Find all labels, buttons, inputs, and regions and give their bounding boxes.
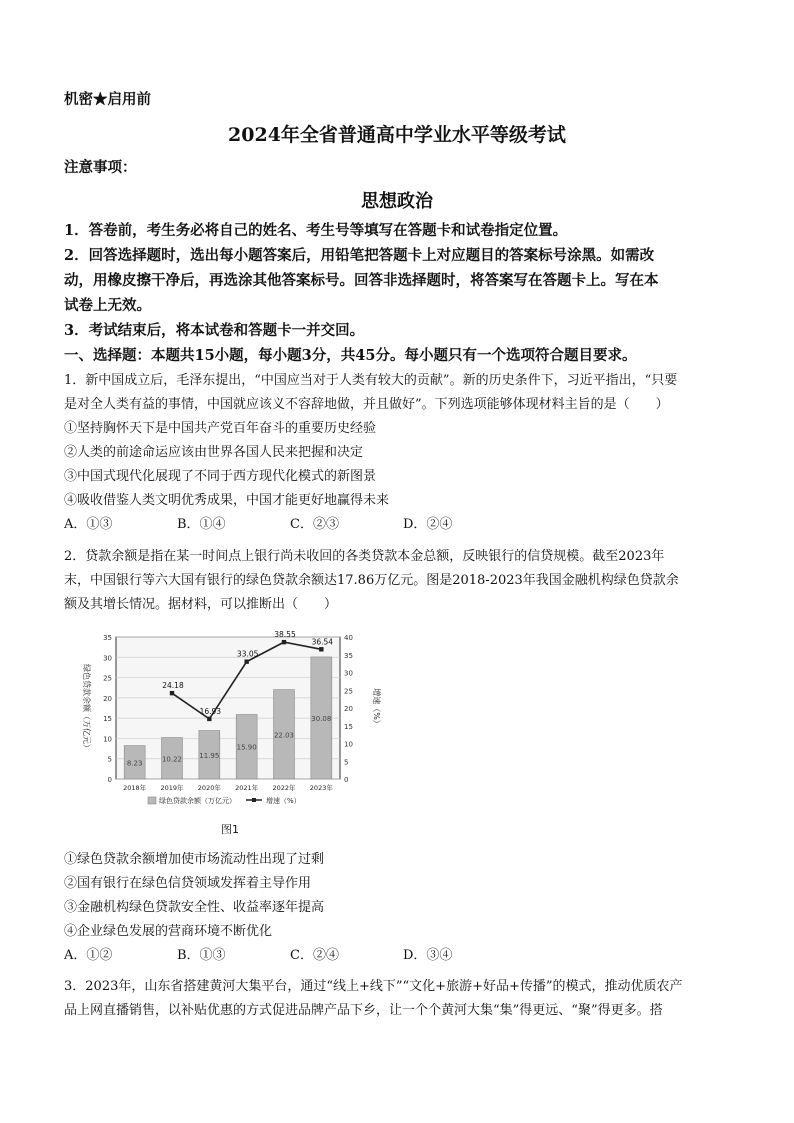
x-tick-label: 2018年 xyxy=(123,784,147,792)
bar-value-label: 15.90 xyxy=(236,743,257,752)
statement-item: ③金融机构绿色贷款安全性、收益率逐年提高 xyxy=(64,900,325,915)
question-stem: 是对全人类有益的事情，中国就应该义不容辞地做，并且做好”。下列选项能够体现材料主旨的是（ ） xyxy=(64,397,669,412)
question-2-items xyxy=(64,848,732,968)
statement-item: ④吸收借鉴人类文明优秀成果，中国才能更好地赢得未来 xyxy=(64,493,390,508)
notice-heading: 注意事项： xyxy=(64,159,137,176)
statement-item: ①绿色贷款余额增加使市场流动性出现了过剩 xyxy=(64,852,325,867)
x-tick-label: 2021年 xyxy=(235,784,259,792)
right-tick-label: 25 xyxy=(344,687,353,696)
growth-marker xyxy=(170,691,174,695)
left-tick-label: 5 xyxy=(107,755,112,764)
x-tick-label: 2023年 xyxy=(309,784,333,792)
bar-value-label: 11.95 xyxy=(199,751,220,760)
x-tick-label: 2022年 xyxy=(272,784,296,792)
option-d[interactable]: D．②④ xyxy=(403,517,453,532)
growth-value-label: 36.54 xyxy=(311,637,334,647)
option-c[interactable]: C．②④ xyxy=(290,948,339,963)
question-3 xyxy=(64,975,732,1023)
notice-item: 试卷上无效。 xyxy=(64,297,151,314)
statement-item: ②人类的前途命运应该由世界各国人民来把握和决定 xyxy=(64,445,364,460)
left-axis-title: 绿色贷款余额（万亿元） xyxy=(82,664,91,752)
figure-caption: 图1 xyxy=(221,823,239,836)
right-tick-label: 15 xyxy=(344,722,353,731)
right-tick-label: 5 xyxy=(344,758,349,767)
growth-value-label: 38.55 xyxy=(274,630,296,640)
right-tick-label: 20 xyxy=(344,705,353,713)
subject-title: 思想政治 xyxy=(361,191,433,212)
legend-bar-swatch xyxy=(148,797,156,804)
statement-item: ④企业绿色发展的营商环境不断优化 xyxy=(64,924,273,939)
growth-marker xyxy=(282,640,286,644)
legend-line-marker xyxy=(252,798,256,802)
question-stem: 2．贷款余额是指在某一时间点上银行尚未收回的各类贷款本金总额，反映银行的信贷规模。截至2023年 xyxy=(64,549,665,564)
option-a[interactable]: A．①② xyxy=(64,948,113,963)
left-tick-label: 35 xyxy=(103,634,112,642)
left-tick-label: 15 xyxy=(103,715,112,724)
statement-item: ③中国式现代化展现了不同于西方现代化模式的新图景 xyxy=(64,469,377,484)
growth-marker xyxy=(319,647,323,651)
question-stem: 1．新中国成立后，毛泽东提出，“中国应当对于人类有较大的贡献”。新的历史条件下，习近平指出，“只要 xyxy=(64,373,678,388)
secret-mark: 机密★启用前 xyxy=(64,91,151,108)
question-stem: 额及其增长情况。据材料，可以推断出（ ） xyxy=(64,597,338,612)
answer-options xyxy=(64,513,732,537)
green-loan-chart xyxy=(70,627,390,839)
question-stem: 品上网直播销售，以补贴优惠的方式促进品牌产品下乡，让一个个黄河大集“集”得更远、“聚”得更多。搭 xyxy=(64,1003,663,1018)
right-axis-title: 增速（%） xyxy=(372,688,381,728)
right-tick-label: 40 xyxy=(344,634,353,642)
notice-item: 1．答卷前，考生务必将自己的姓名、考生号等填写在答题卡和试卷指定位置。 xyxy=(64,222,568,239)
plot-area xyxy=(116,637,340,779)
statement-item: ①坚持胸怀天下是中国共产党百年奋斗的重要历史经验 xyxy=(64,421,377,436)
growth-value-label: 16.93 xyxy=(199,706,222,716)
x-tick-label: 2019年 xyxy=(160,784,184,792)
growth-marker xyxy=(244,659,248,663)
right-tick-label: 30 xyxy=(344,669,353,678)
bar-value-label: 10.22 xyxy=(161,755,183,764)
option-b[interactable]: B．①④ xyxy=(177,517,226,532)
x-tick-label: 2020年 xyxy=(197,784,221,792)
left-tick-label: 20 xyxy=(103,694,112,703)
statement-item: ②国有银行在绿色信贷领域发挥着主导作用 xyxy=(64,876,312,891)
legend-bar-label: 绿色贷款余额（万亿元） xyxy=(159,797,236,805)
growth-value-label: 24.18 xyxy=(162,681,184,691)
section-heading: 一、选择题：本题共15小题，每小题3分，共45分。每小题只有一个选项符合题目要求。 xyxy=(64,347,637,364)
right-tick-label: 10 xyxy=(344,740,353,749)
question-stem: 末，中国银行等六大国有银行的绿色贷款余额达17.86万亿元。图是2018-2023年我国金融机构绿色贷款余 xyxy=(64,573,679,588)
growth-marker xyxy=(207,717,211,721)
legend-line-label: 增速（%） xyxy=(266,797,301,805)
option-d[interactable]: D．③④ xyxy=(403,948,453,963)
right-tick-label: 0 xyxy=(344,776,349,784)
left-tick-label: 30 xyxy=(103,654,112,663)
growth-value-label: 33.05 xyxy=(236,649,259,659)
bar-value-label: 30.08 xyxy=(311,714,332,723)
left-tick-label: 0 xyxy=(107,776,112,784)
option-b[interactable]: B．①③ xyxy=(177,948,226,963)
option-a[interactable]: A．①③ xyxy=(64,517,113,532)
question-stem: 3．2023年，山东省搭建黄河大集平台，通过“线上+线下”“文化+旅游+好品+传播”的模式，推动优质农产 xyxy=(64,979,683,994)
left-tick-label: 25 xyxy=(103,674,112,683)
answer-options xyxy=(64,944,732,968)
bar-value-label: 8.23 xyxy=(126,759,143,768)
notice-list xyxy=(64,218,732,368)
notice-item: 3．考试结束后，将本试卷和答题卡一并交回。 xyxy=(64,322,365,339)
question-2-stem xyxy=(64,545,732,617)
right-tick-label: 35 xyxy=(344,651,353,660)
question-1 xyxy=(64,369,732,537)
exam-title: 2024年全省普通高中学业水平等级考试 xyxy=(228,124,566,146)
notice-item: 动，用橡皮擦干净后，再选涂其他答案标号。回答非选择题时，将答案写在答题卡上。写在本 xyxy=(64,272,659,289)
option-c[interactable]: C．②③ xyxy=(290,517,339,532)
notice-item: 2．回答选择题时，选出每小题答案后，用铅笔把答题卡上对应题目的答案标号涂黑。如需改 xyxy=(64,247,655,264)
bar-value-label: 22.03 xyxy=(273,731,295,740)
left-tick-label: 10 xyxy=(103,735,112,744)
